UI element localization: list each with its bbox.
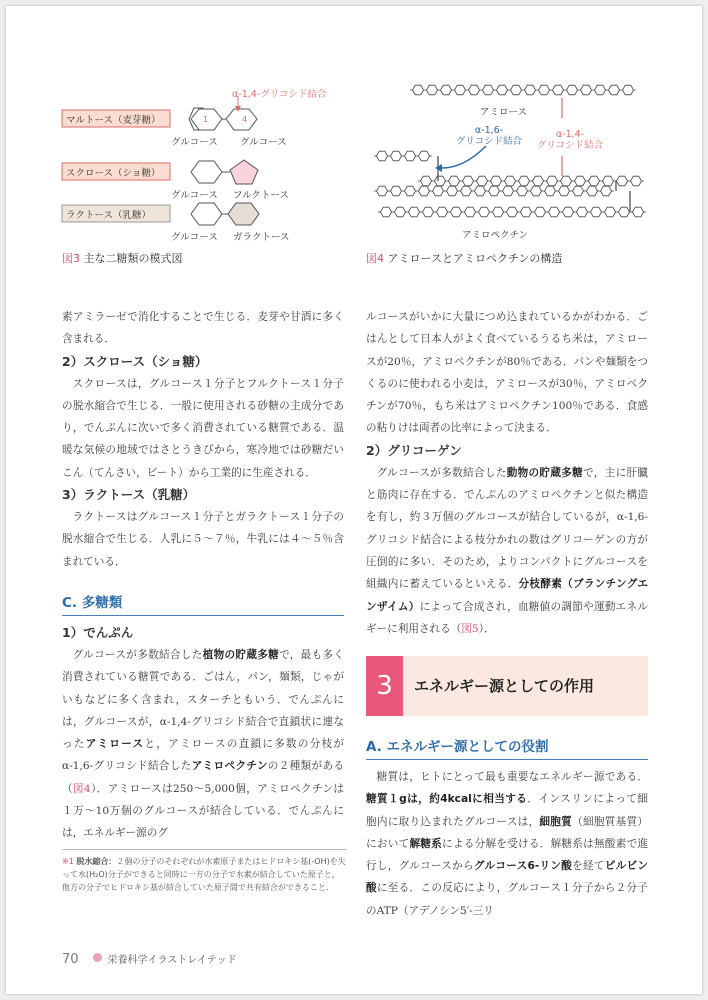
heading-polysaccharides: C. 多糖類 [62,587,344,616]
keyword: 動物の貯蔵多糖 [506,466,584,479]
book-title: 栄養科学イラストレイテッド [107,955,237,966]
glucose-unit [535,207,546,217]
keyword: 解糖系 [409,837,443,850]
heading-lactose: 3）ラクトース（乳糖） [62,487,196,503]
text: による分解を受ける．解糖系は無酸素で進行し，グルコースから [366,837,649,873]
glucose-unit [465,207,476,217]
glucose-unit [381,207,392,217]
glucose-label-4: グルコース [171,232,218,243]
section-3-banner [366,656,648,716]
glucose-unit [591,207,602,217]
glucose-label-3: グルコース [171,190,218,201]
footnote-text: ２個の分子のそれぞれが水素原子またはヒドロキシ基(-OH)を失って水(H₂O)分子ができると同時に一方の分子で水素が結合していた原子と，他方の分子でヒドロキシ基が結合していた原子間で共有結合ができること． [62,857,346,892]
footnote-mark: ※1 [62,857,74,866]
text: の２種類がある（ [62,760,344,795]
glucose-unit [589,176,600,186]
glucose-unit [507,207,518,217]
figure-4-title: アミロースとアミロペクチンの構造 [387,252,563,265]
glucose-unit [419,186,430,196]
right-column-lower [366,731,648,922]
figure-4-caption [366,250,562,266]
a16-bond-line2: グリコシド結合 [455,136,523,147]
right-column [366,306,648,640]
glucose-unit [505,176,516,186]
figure-ref[interactable]: 図4 [72,782,91,795]
text: 糖質は，ヒトにとって最も重要なエネルギー源である． [376,771,648,783]
page-footer [62,951,237,967]
page [6,6,702,994]
page-number: 70 [62,952,79,967]
glucose-unit [633,207,644,217]
glucose-unit [567,85,578,95]
glucose-unit [491,176,502,186]
a14-bond-line2: グリコシド結合 [536,140,604,151]
keyword: 分枝酵素（ブランチングエンザイム） [366,578,649,613]
glucose-unit [609,85,620,95]
left-column [62,306,344,845]
a14-bond-line1: α-1,4- [555,129,585,140]
glucose-label-2: グルコース [240,137,287,148]
glucose-unit [617,176,628,186]
glucose-unit [525,85,536,95]
glucose-unit [595,85,606,95]
maltose-label: マルトース（麦芽糖） [66,115,161,126]
glycosidic-bond-label: α-1,4-グリコシド結合 [232,89,327,100]
paragraph-glycogen [366,462,648,640]
glucose-unit [437,207,448,217]
footnote-term: 脱水縮合： [76,857,117,866]
glucose-unit [391,151,402,161]
glucose-unit [475,186,486,196]
glucose-unit [391,186,402,196]
glucose-unit [435,176,446,186]
glucose-unit [539,85,550,95]
glucose-unit [405,186,416,196]
keyword: アミロペクチン [191,760,268,773]
text: で，最も多く消費されている糖質である．ごはん，パン，麺類，じゃがいもなどに多く含まれ，スターチともいう．でんぷんには，グルコースが，α-1,4-グリコシド結合で直鎖状に連なった [62,648,344,751]
a16-arrow [442,146,486,168]
keyword: グルコース6-リン酸 [473,860,573,873]
glucose-unit [577,207,588,217]
sucrose-label: スクロース（ショ糖） [66,168,161,179]
glucose-unit [469,85,480,95]
figure-3-caption [62,250,183,266]
glucose-unit [489,186,500,196]
text: に至る．この反応により，グルコース１分子から２分子のATP（アデノシン5′-三リ [366,882,648,917]
glucose-unit [573,186,584,196]
glucose-unit [619,207,630,217]
glucose-unit [559,186,570,196]
fructose-label: フルクトース [233,190,289,201]
text: で，主に肝臓と筋肉に存在する．でんぷんのアミロペクチンと似た構造を有し，約３万個のグルコースが結合しているが，α-1,6-グリコシド結合による枝分かれの数はグリコーゲンの方が圧倒的に多い．そのため，よりコンパクトにグルコースを組織内に蓄えているといえる． [366,466,648,591]
glucose-unit [477,176,488,186]
glucose-unit [433,186,444,196]
keyword: アミロース [85,738,145,751]
glucose-unit [547,176,558,186]
glucose-unit [427,85,438,95]
paragraph: ルコースがいかに大量につめ込まれているかがわかる．ごはんとして日本人がよく食べているうるち米は，アミロースが20％，アミロペクチンが80％である．パンや麺類をつくるのに使われる小麦は，アミロースが30％，アミロペクチンが70％，もち米はアミロペクチン100％である．食感の粘りけは両者の比率によって決まる． [366,311,648,435]
footnote [62,849,347,894]
paragraph-energy [366,766,648,922]
glucose-unit [493,207,504,217]
glucose-unit [455,85,466,95]
glucose-unit [511,85,522,95]
glucose-unit [581,85,592,95]
a14-bond-label [534,129,606,151]
glucose-unit [479,207,490,217]
figure-4-diagram [6,6,702,246]
glucose-unit [377,151,388,161]
glucose-unit [483,85,494,95]
glucose-unit [377,186,388,196]
carbon-4-label: 4 [242,115,248,124]
glucose-unit [549,207,560,217]
glucose-unit [605,207,616,217]
glucose-unit [521,207,532,217]
glucose-unit [413,85,424,95]
section-number: 3 [366,656,403,716]
glucose-unit [419,151,430,161]
glucose-unit [463,176,474,186]
lactose-label: ラクトース（乳糖） [66,210,152,221]
amylose-label: アミロース [480,107,528,118]
glucose-unit [587,186,598,196]
figure-ref[interactable]: 図5 [461,622,479,635]
carbon-1-label: 1 [203,115,209,124]
keyword: 糖質１gは，約4kcalに相当する [366,793,528,806]
text: グルコースが多数結合した [72,648,203,661]
paragraph: スクロースは，グルコース１分子とフルクトース１分子の脱水縮合で生じる．一般に使用される砂糖の主成分であり，でんぷんに次いで多く消費されている糖質である．温暖な気候の地域ではさとうきびから，寒冷地では砂糖だいこん（てんさい，ビート）から工業的に生産される． [62,377,344,479]
keyword: 植物の貯蔵多糖 [202,648,280,661]
glucose-unit [449,176,460,186]
heading-energy-role: A. エネルギー源としての役割 [366,731,648,760]
keyword: 細胞質 [539,815,573,828]
glucose-label-1: グルコース [171,137,218,148]
glucose-unit [441,85,452,95]
text: グルコースが多数結合した [376,466,507,479]
text: （細胞質基質）において [366,815,648,850]
section-title: エネルギー源としての作用 [414,677,595,695]
footer-dot-icon [93,953,102,962]
glucose-unit [395,207,406,217]
text: ）．アミロースは250〜5,000個，アミロペクチンは１万〜10万個のグルコースが結合している．でんぷんには，エネルギー源のグ [62,782,345,840]
paragraph-starch [62,644,344,845]
figure-4-number: 図4 [366,252,384,265]
heading-glycogen: 2）グリコーゲン [366,442,462,458]
glucose-unit [533,176,544,186]
text: と，アミロースの直鎖に多数の分枝がα-1,6-グリコシド結合した [62,738,345,773]
glucose-unit [405,151,416,161]
amylopectin-label: アミロペクチン [462,230,529,241]
figure-3-title: 主な二糖類の模式図 [83,252,183,265]
glucose-unit [447,186,458,196]
a16-bond-line1: α-1,6- [474,125,504,136]
glucose-unit [575,176,586,186]
glucose-unit [423,207,434,217]
glucose-unit [461,186,472,196]
glucose-unit [623,85,634,95]
glucose-unit [531,186,542,196]
glucose-unit [503,186,514,196]
galactose-label: ガラクトース [233,232,290,243]
glucose-unit [545,186,556,196]
glucose-unit [451,207,462,217]
glucose-unit [519,176,530,186]
glucose-unit [553,85,564,95]
glucose-unit [409,207,420,217]
glucose-unit [421,176,432,186]
keyword: ピルビン酸 [366,860,649,895]
glucose-unit [517,186,528,196]
glucose-unit [631,176,642,186]
paragraph: 素アミラーゼで消化することで生じる．麦芽や甘酒に多く含まれる． [62,311,344,346]
figure-3-number: 図3 [62,252,80,265]
glucose-unit [561,176,572,186]
glucose-unit [497,85,508,95]
glucose-unit [603,176,614,186]
text: を経て [572,860,605,873]
heading-sucrose: 2）スクロース（ショ糖） [62,353,208,369]
text: ．インスリンによって細胞内に取り込まれたグルコースは， [366,793,649,828]
glucose-unit [563,207,574,217]
a16-bond-label [454,125,524,147]
paragraph: ラクトースはグルコース１分子とガラクトース１分子の脱水縮合で生じる．人乳に５〜７％，牛乳には４〜５％含まれている． [62,511,344,568]
heading-starch: 1）でんぷん [62,624,134,640]
text: ）． [478,622,495,635]
glucose-unit [601,186,612,196]
text: によって合成され，血糖値の調節や運動エネルギーに利用される（ [366,600,648,635]
